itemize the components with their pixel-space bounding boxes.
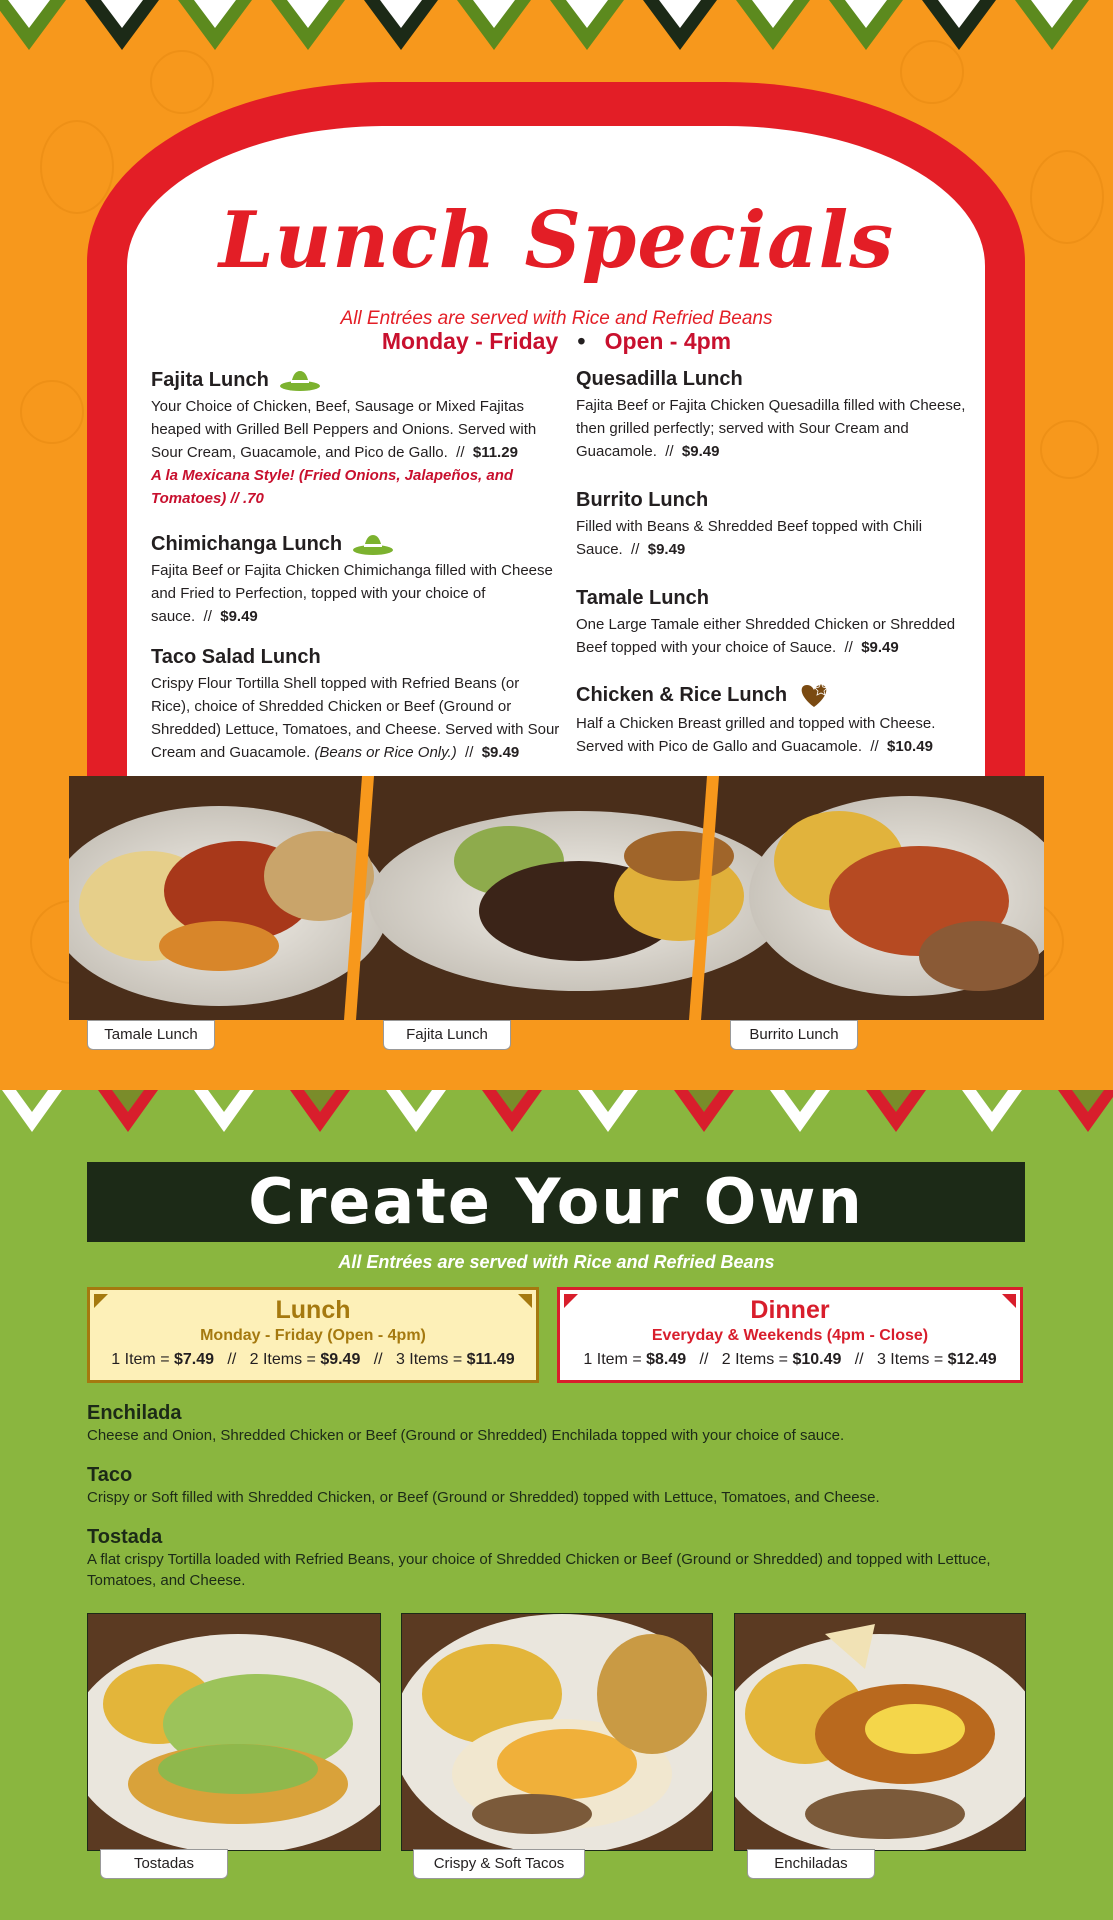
cyo-item-description: Cheese and Onion, Shredded Chicken or Beef (Ground or Shredded) Enchilada topped with your choice of sauce. — [87, 1427, 845, 1444]
fajita-lunch-photo — [369, 811, 789, 991]
menu-item — [151, 368, 561, 510]
create-your-own-title: Create Your Own — [87, 1162, 1025, 1242]
price: $8.49 — [646, 1351, 687, 1368]
menu-item — [576, 489, 986, 561]
item-price: $9.49 — [481, 744, 520, 761]
corner-decoration — [94, 1294, 108, 1308]
item-description: One Large Tamale either Shredded Chicken or Shredded Beef topped with your choice of Sauce. — [576, 616, 956, 656]
lunch-pricing-box — [87, 1287, 539, 1383]
cyo-item — [87, 1526, 1037, 1591]
item-title: Taco Salad Lunch — [151, 646, 321, 668]
price-separator: // — [203, 608, 212, 625]
price-separator: // — [465, 744, 474, 761]
menu-column-left — [151, 368, 561, 782]
top-triangle-border — [0, 0, 1113, 52]
cyo-item-description: Crispy or Soft filled with Shredded Chicken, or Beef (Ground or Shredded) topped with Lettuce, Tomatoes, and Cheese. — [87, 1489, 880, 1506]
dinner-pricing-box — [557, 1287, 1023, 1383]
menu-item — [151, 646, 561, 764]
price: $10.49 — [792, 1351, 842, 1368]
item-description: Filled with Beans & Shredded Beef topped with Chili Sauce. — [576, 518, 923, 558]
pattern-decoration — [20, 380, 84, 444]
pattern-decoration — [150, 50, 214, 114]
menu-item — [576, 368, 986, 463]
item-description: Fajita Beef or Fajita Chicken Chimichanga filled with Cheese and Fried to Perfection, topped with your choice of sauce. — [151, 562, 553, 625]
food-photo-strip — [69, 776, 1044, 1020]
lunch-box-subtitle: Monday - Friday (Open - 4pm) — [200, 1327, 426, 1344]
item-price: $9.49 — [861, 639, 899, 656]
price: $9.49 — [320, 1351, 361, 1368]
cyo-item — [87, 1402, 1037, 1446]
menu-column-right — [576, 368, 986, 776]
dinner-box-title: Dinner — [750, 1296, 830, 1324]
price: $7.49 — [173, 1351, 215, 1368]
cyo-item-title: Tostada — [87, 1526, 163, 1548]
item-price: $9.49 — [681, 443, 720, 460]
heart-icon — [797, 681, 831, 709]
cyo-item-title: Taco — [87, 1464, 133, 1486]
dinner-box-prices: 1 Item = $8.49 // 2 Items = $10.49 // 3 Items = $12.49 — [583, 1351, 997, 1368]
item-price: $9.49 — [647, 541, 686, 558]
item-title: Burrito Lunch — [576, 489, 709, 511]
item-title: Chicken & Rice Lunch — [576, 683, 788, 706]
served-note: All Entrées are served with Rice and Refried Beans — [340, 308, 773, 329]
dinner-box-subtitle: Everyday & Weekends (4pm - Close) — [651, 1327, 929, 1344]
photo-caption: Burrito Lunch — [730, 1020, 858, 1050]
price: $11.49 — [466, 1351, 515, 1368]
item-title: Tamale Lunch — [576, 587, 709, 609]
item-note: A la Mexicana Style! (Fried Onions, Jalapeños, and Tomatoes) // .70 — [151, 467, 514, 507]
price-separator: // — [665, 443, 674, 460]
item-title: Fajita Lunch — [151, 368, 269, 391]
sombrero-icon — [279, 368, 321, 392]
item-description: Your Choice of Chicken, Beef, Sausage or Mixed Fajitas heaped with Grilled Bell Peppers and Onions. Served with Sour Cream, Guacamole, and Pico de Gallo. — [151, 398, 537, 461]
pattern-decoration — [1040, 420, 1099, 479]
page-title: Lunch Specials — [218, 195, 895, 286]
cyo-item — [87, 1464, 1037, 1508]
price-separator: // — [844, 639, 853, 656]
corner-decoration — [1002, 1294, 1016, 1308]
menu-item — [151, 532, 561, 628]
photo-caption: Crispy & Soft Tacos — [413, 1849, 585, 1879]
cyo-item-title: Enchilada — [87, 1402, 182, 1424]
photo-caption: Tostadas — [100, 1849, 228, 1879]
lunch-box-title: Lunch — [275, 1296, 351, 1324]
lunch-box-prices: 1 Item = $7.49 // 2 Items = $9.49 // 3 Items = $11.49 — [111, 1351, 515, 1368]
menu-item — [576, 587, 986, 659]
hours-label: Open - 4pm — [604, 328, 732, 354]
item-description: Fajita Beef or Fajita Chicken Quesadilla filled with Cheese, then grilled perfectly; served with Sour Cream and Guacamole. — [576, 397, 966, 460]
days-label: Monday - Friday — [381, 328, 559, 354]
sombrero-icon — [352, 532, 394, 556]
price: $12.49 — [947, 1351, 997, 1368]
item-price: $11.29 — [472, 444, 518, 461]
corner-decoration — [518, 1294, 532, 1308]
cyo-served-note: All Entrées are served with Rice and Refried Beans — [338, 1252, 775, 1272]
photo-caption: Enchiladas — [747, 1849, 875, 1879]
item-title: Chimichanga Lunch — [151, 532, 343, 555]
price-separator: // — [870, 738, 879, 755]
bullet-separator: • — [577, 328, 586, 354]
item-description: Half a Chicken Breast grilled and topped with Cheese. Served with Pico de Gallo and Guacamole. — [576, 715, 936, 755]
menu-item — [576, 681, 986, 758]
price-separator: // — [456, 444, 465, 461]
middle-triangle-border — [0, 1090, 1113, 1132]
corner-decoration — [564, 1294, 578, 1308]
photo-caption: Fajita Lunch — [383, 1020, 511, 1050]
item-price: $10.49 — [887, 738, 933, 755]
tostadas-photo — [87, 1613, 381, 1851]
item-price: $9.49 — [220, 608, 258, 625]
tacos-photo — [401, 1613, 713, 1851]
hours-line — [0, 328, 1113, 355]
item-description-note: (Beans or Rice Only.) — [314, 744, 457, 761]
item-title: Quesadilla Lunch — [576, 368, 743, 390]
enchiladas-photo — [734, 1613, 1026, 1851]
price-separator: // — [631, 541, 640, 558]
photo-caption: Tamale Lunch — [87, 1020, 215, 1050]
item-description: Crispy Flour Tortilla Shell topped with Refried Beans (or Rice), choice of Shredded Chicken or Beef (Ground or Shredded) Lettuce, Tomatoes, and Cheese. Served with Sour Cream and Guacamole. — [151, 675, 560, 761]
cyo-item-description: A flat crispy Tortilla loaded with Refried Beans, your choice of Shredded Chicken or Beef (Ground or Shredded) and topped with Lettuce, Tomatoes, and Cheese. — [87, 1551, 991, 1589]
